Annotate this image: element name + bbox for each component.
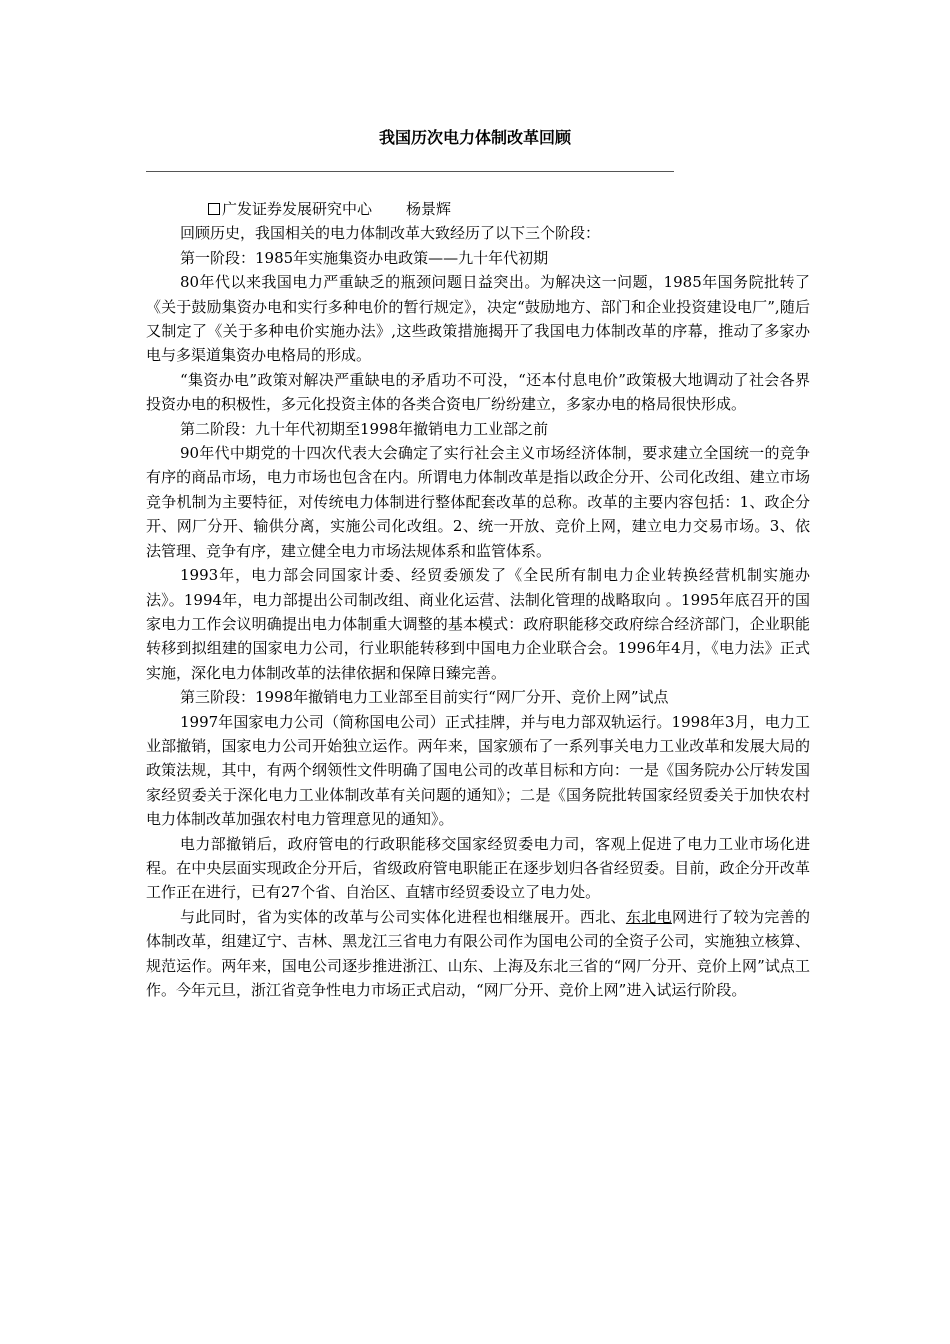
stage-heading-2: 第二阶段：九十年代初期至1998年撤销电力工业部之前 <box>180 419 549 438</box>
text-run: 网进行了较为完善的体制改革，组建辽宁、吉林、黑龙江三省电力有限公司作为国电公司的全资子公司，实施独立核算、规范运作。两年来，国电公司逐步推进浙江、山东、上海及东北三省的“网厂分开、竞价上网”试点工作。今年元旦，浙江省竞争性电力市场正式启动，“网厂分开、竞价上网”进入试运行阶段。 <box>146 907 810 999</box>
paragraph-intro: 回顾历史，我国相关的电力体制改革大致经历了以下三个阶段： <box>180 224 601 243</box>
document-body <box>146 197 810 1002</box>
paragraph-last <box>146 905 810 1003</box>
byline-author: 杨景辉 <box>406 200 452 218</box>
byline-org: 广发证券发展研究中心 <box>222 200 373 218</box>
stage-heading-1: 第一阶段：1985年实施集资办电政策——九十年代初期 <box>180 248 549 267</box>
paragraph: “集资办电”政策对解决严重缺电的矛盾功不可没，“还本付息电价”政策极大地调动了社会各界投资办电的积极性，多元化投资主体的各类合资电厂纷纷建立，多家办电的格局很快形成。 <box>146 370 810 414</box>
paragraph: 电力部撤销后，政府管电的行政职能移交国家经贸委电力司，客观上促进了电力工业市场化进程。在中央层面实现政企分开后，省级政府管电职能正在逐步划归各省经贸委。目前，政企分开改革工作正在进行，已有27个省、自治区、直辖市经贸委设立了电力处。 <box>146 834 810 902</box>
text-run: 与此同时，省为实体的改革与公司实体化进程也相继展开。西北、 <box>180 907 626 926</box>
byline <box>146 197 810 221</box>
underlined-text: 东北电 <box>625 907 672 926</box>
paragraph: 1993年，电力部会同国家计委、经贸委颁发了《全民所有制电力企业转换经营机制实施办法》。1994年，电力部提出公司制改组、商业化运营、法制化管理的战略取向 。1995年底召开的国家电力工作会议明确提出电力体制重大调整的基本模式：政府职能移交政府综合经济部门，企业职能转移到拟组建的国家电力公司，行业职能转移到中国电力企业联合会。1996年4月，《电力法》正式实施，深化电力体制改革的法律依据和保障日臻完善。 <box>146 566 810 682</box>
stage-heading-3: 第三阶段：1998年撤销电力工业部至目前实行“网厂分开、竞价上网”试点 <box>180 688 669 707</box>
title-divider <box>146 171 674 172</box>
checkbox-icon <box>208 203 220 215</box>
paragraph: 90年代中期党的十四次代表大会确定了实行社会主义市场经济体制，要求建立全国统一的竞争有序的商品市场，电力市场也包含在内。所谓电力体制改革是指以政企分开、公司化改组、建立市场竞争机制为主要特征，对传统电力体制进行整体配套改革的总称。改革的主要内容包括：1、政企分开、网厂分开、输供分离，实施公司化改组。2、统一开放、竞价上网，建立电力交易市场。3、依法管理、竞争有序，建立健全电力市场法规体系和监管体系。 <box>146 444 810 560</box>
document-title: 我国历次电力体制改革回顾 <box>378 128 571 147</box>
paragraph: 80年代以来我国电力严重缺乏的瓶颈问题日益突出。为解决这一问题，1985年国务院批转了《关于鼓励集资办电和实行多种电价的暂行规定》，决定“鼓励地方、部门和企业投资建设电厂”,随后又制定了《关于多种电价实施办法》,这些政策措施揭开了我国电力体制改革的序幕，推动了多家办电与多渠道集资办电格局的形成。 <box>146 273 810 365</box>
paragraph: 1997年国家电力公司（简称国电公司）正式挂牌，并与电力部双轨运行。1998年3月，电力工业部撤销，国家电力公司开始独立运作。两年来，国家颁布了一系列事关电力工业改革和发展大局的政策法规，其中，有两个纲领性文件明确了国电公司的改革目标和方向：一是《国务院办公厅转发国家经贸委关于深化电力工业体制改革有关问题的通知》；二是《国务院批转国家经贸委关于加快农村电力体制改革加强农村电力管理意见的通知》。 <box>146 712 810 829</box>
